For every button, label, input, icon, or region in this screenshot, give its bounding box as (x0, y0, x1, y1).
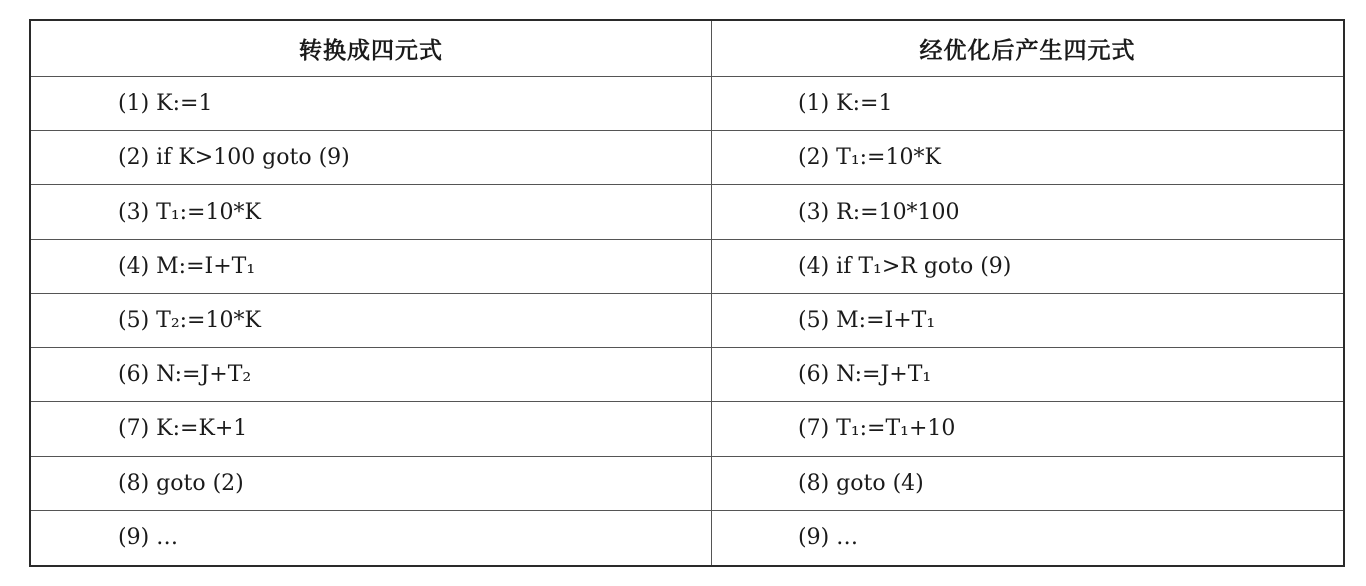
quadruple-table (29, 19, 1345, 567)
quadruple-text: (4) M:=I+T₁ (118, 253, 256, 279)
table-cell (31, 185, 712, 239)
quadruple-text: (2) T₁:=10*K (798, 145, 941, 171)
table-cell (712, 77, 1343, 131)
table-cell (712, 240, 1343, 294)
table-cell (712, 511, 1343, 565)
quadruple-text: (6) N:=J+T₁ (798, 362, 932, 388)
quadruple-text: (2) if K>100 goto (9) (118, 145, 350, 171)
quadruple-text: (5) M:=I+T₁ (798, 307, 936, 333)
quadruple-text: (8) goto (4) (798, 470, 924, 496)
quadruple-text: (7) K:=K+1 (118, 416, 248, 442)
table-cell (712, 131, 1343, 185)
table-cell (31, 294, 712, 348)
quadruple-text: (9) … (798, 525, 859, 551)
table-cell (31, 457, 712, 511)
table-cell (712, 457, 1343, 511)
table-cell (31, 348, 712, 402)
quadruple-text: (1) K:=1 (798, 91, 893, 117)
quadruple-text: (9) … (118, 525, 179, 551)
table-cell (31, 131, 712, 185)
table-cell (712, 402, 1343, 456)
table-cell (31, 402, 712, 456)
table-cell (31, 511, 712, 565)
table-cell (712, 185, 1343, 239)
quadruple-text: (1) K:=1 (118, 91, 213, 117)
header-converted-quadruples (31, 21, 712, 77)
table-cell (712, 294, 1343, 348)
quadruple-text: (4) if T₁>R goto (9) (798, 253, 1012, 279)
quadruple-text: (8) goto (2) (118, 470, 244, 496)
quadruple-text: (5) T₂:=10*K (118, 307, 261, 333)
quadruple-text: (3) T₁:=10*K (118, 199, 261, 225)
quadruple-text: (7) T₁:=T₁+10 (798, 416, 956, 442)
header-label: 经优化后产生四元式 (919, 38, 1136, 64)
table-cell (31, 77, 712, 131)
header-label: 转换成四元式 (299, 38, 443, 64)
table-cell (31, 240, 712, 294)
header-optimized-quadruples (712, 21, 1343, 77)
quadruple-text: (6) N:=J+T₂ (118, 362, 252, 388)
quadruple-text: (3) R:=10*100 (798, 199, 960, 225)
table-cell (712, 348, 1343, 402)
